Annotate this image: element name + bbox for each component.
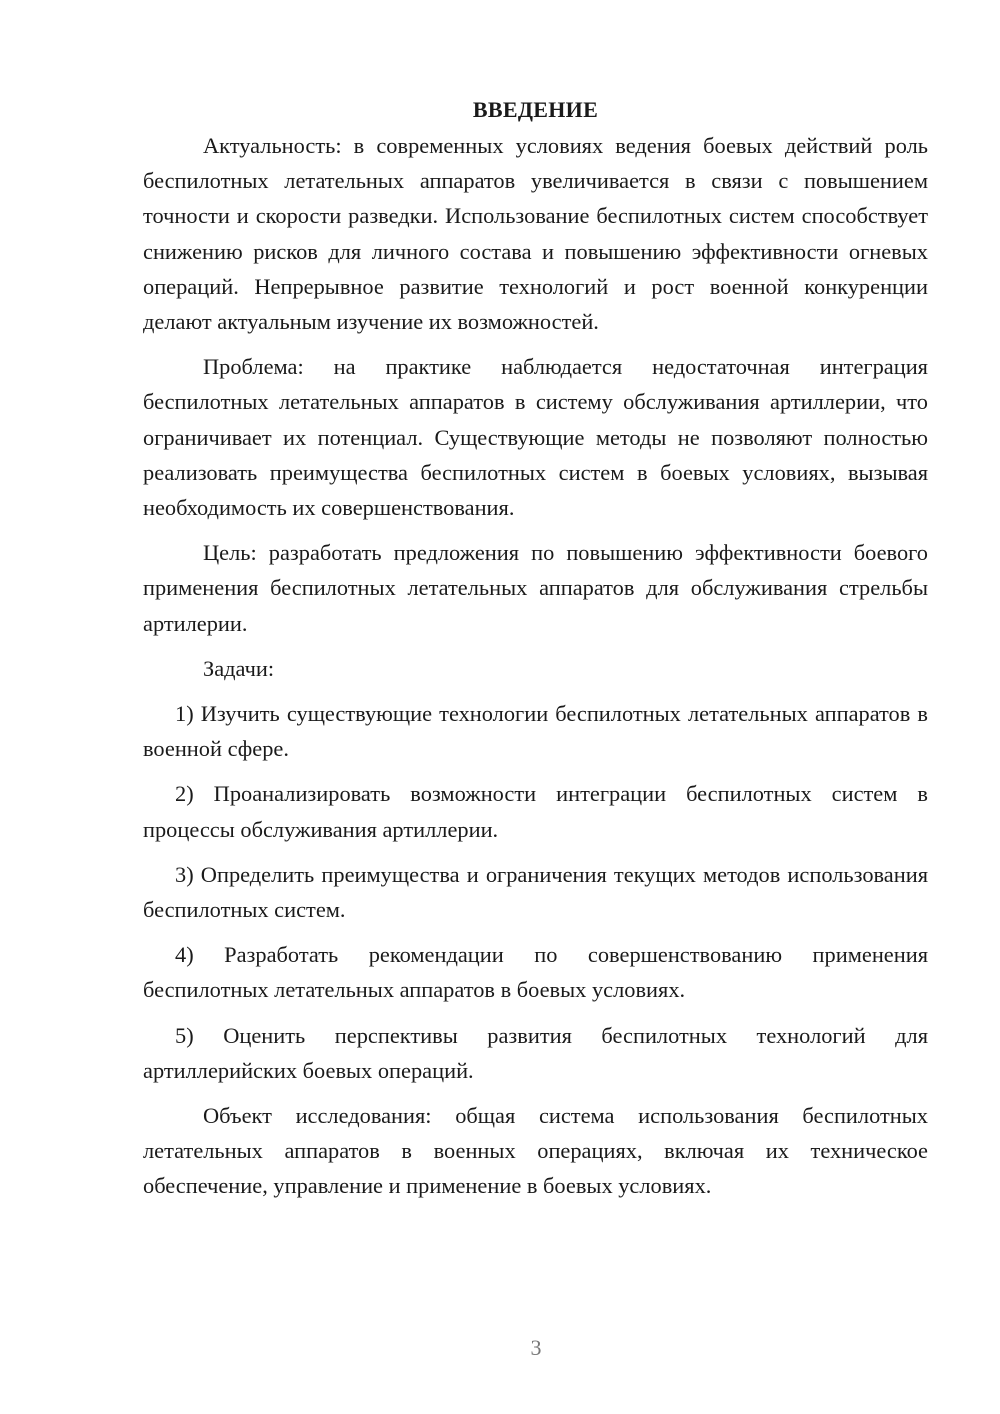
research-object-paragraph: Объект исследования: общая система использования беспилотных летательных аппаратов в военных операциях, включая их техническое обеспечение, управление и применение в боевых условиях. — [143, 1103, 928, 1199]
page-number: 3 — [530, 1335, 542, 1360]
task-item: 5) Оценить перспективы развития беспилотных технологий для артиллерийских боевых операций. — [143, 1022, 928, 1083]
page-title: ВВЕДЕНИЕ — [472, 97, 599, 122]
relevance-paragraph: Актуальность: в современных условиях ведения боевых действий роль беспилотных летательных аппаратов увеличивается в связи с повышением точности и скорости разведки. Использование беспилотных систем способствует снижению рисков для личного состава и повышению эффективности огневых операций. Непрерывное развитие технологий и рост военной конкуренции делают актуальным изучение их возможностей. — [143, 133, 928, 335]
document-page — [143, 92, 928, 1204]
task-item: 2) Проанализировать возможности интеграции беспилотных систем в процессы обслуживания артиллерии. — [143, 781, 928, 842]
tasks-list — [143, 696, 928, 1088]
task-item: 4) Разработать рекомендации по совершенствованию применения беспилотных летательных аппаратов в боевых условиях. — [143, 942, 928, 1003]
goal-paragraph: Цель: разработать предложения по повышению эффективности боевого применения беспилотных летательных аппаратов для обслуживания стрельбы артилерии. — [143, 540, 928, 636]
tasks-label: Задачи: — [203, 655, 275, 681]
problem-paragraph: Проблема: на практике наблюдается недостаточная интеграция беспилотных летательных аппаратов в систему обслуживания артиллерии, что ограничивает их потенциал. Существующие методы не позволяют полностью реализовать преимущества беспилотных систем в боевых условиях, вызывая необходимость их совершенствования. — [143, 354, 928, 521]
task-item: 3) Определить преимущества и ограничения текущих методов использования беспилотных систем. — [143, 861, 928, 923]
task-item: 1) Изучить существующие технологии беспилотных летательных аппаратов в военной сфере. — [143, 701, 928, 762]
